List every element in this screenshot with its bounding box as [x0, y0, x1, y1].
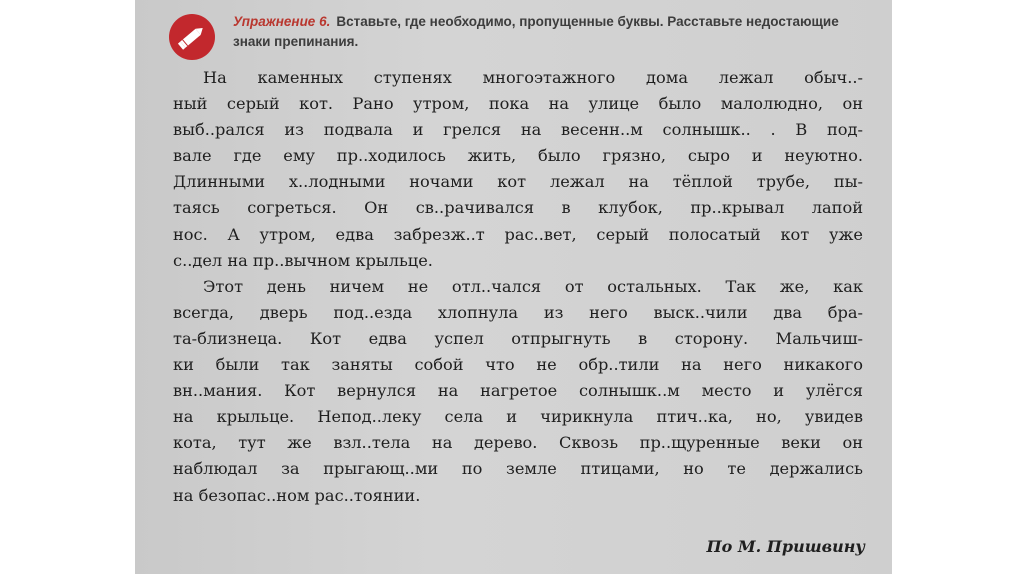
text-line: всегда, дверь под..езда хлопнула из него выск..чили два бра- [173, 302, 863, 322]
text-line: таясь согреться. Он св..рачивался в клубок, пр..крывал лапой [173, 198, 863, 218]
exercise-instruction: Вставьте, где необходимо, пропущенные буквы. Расставьте недостающие знаки препинания. [233, 14, 839, 49]
text-line: наблюдал за прыгающ..ми по земле птицами, но те держались [173, 459, 863, 479]
text-line: Этот день ничем не отл..чался от остальных. Так же, как [203, 276, 863, 296]
textbook-page [135, 0, 892, 574]
text-line: выб..рался из подвала и грелся на весенн..м солнышк.. . В под- [173, 120, 863, 140]
text-line: вн..мания. Кот вернулся на нагретое солнышк..м место и улёгся [173, 381, 863, 401]
text-line: на крыльце. Непод..леку села и чирикнула птич..ка, но, увидев [173, 407, 863, 427]
paragraph-1 [173, 65, 863, 274]
paragraph-2 [173, 274, 863, 509]
text-line: нос. А утром, едва забрезж..т рас..вет, серый полосатый кот уже [173, 224, 863, 244]
text-line: На каменных ступенях многоэтажного дома лежал обыч..- [203, 68, 863, 87]
text-line: ки были так заняты собой что не обр..тили на него никакого [173, 355, 863, 375]
text-line: с..дел на пр..вычном крыльце. [173, 250, 433, 270]
text-line: кота, тут же взл..тела на дерево. Сквозь пр..щуренные веки он [173, 433, 863, 453]
pencil-icon [169, 14, 215, 60]
text-line: та-близнеца. Кот едва успел отпрыгнуть в сторону. Мальчиш- [173, 328, 863, 348]
exercise-label: Упражнение 6. [233, 14, 331, 29]
exercise-text [173, 65, 863, 509]
text-line: Длинными х..лодными ночами кот лежал на тёплой трубе, пы- [173, 172, 863, 192]
attribution: По М. Пришвину [706, 537, 865, 556]
text-line: на безопас..ном рас..тоянии. [173, 485, 421, 505]
exercise-heading [233, 12, 873, 52]
text-line: ный серый кот. Рано утром, пока на улице было малолюдно, он [173, 94, 863, 114]
exercise-badge [169, 14, 215, 60]
text-line: вале где ему пр..ходилось жить, было грязно, сыро и неуютно. [173, 146, 863, 166]
